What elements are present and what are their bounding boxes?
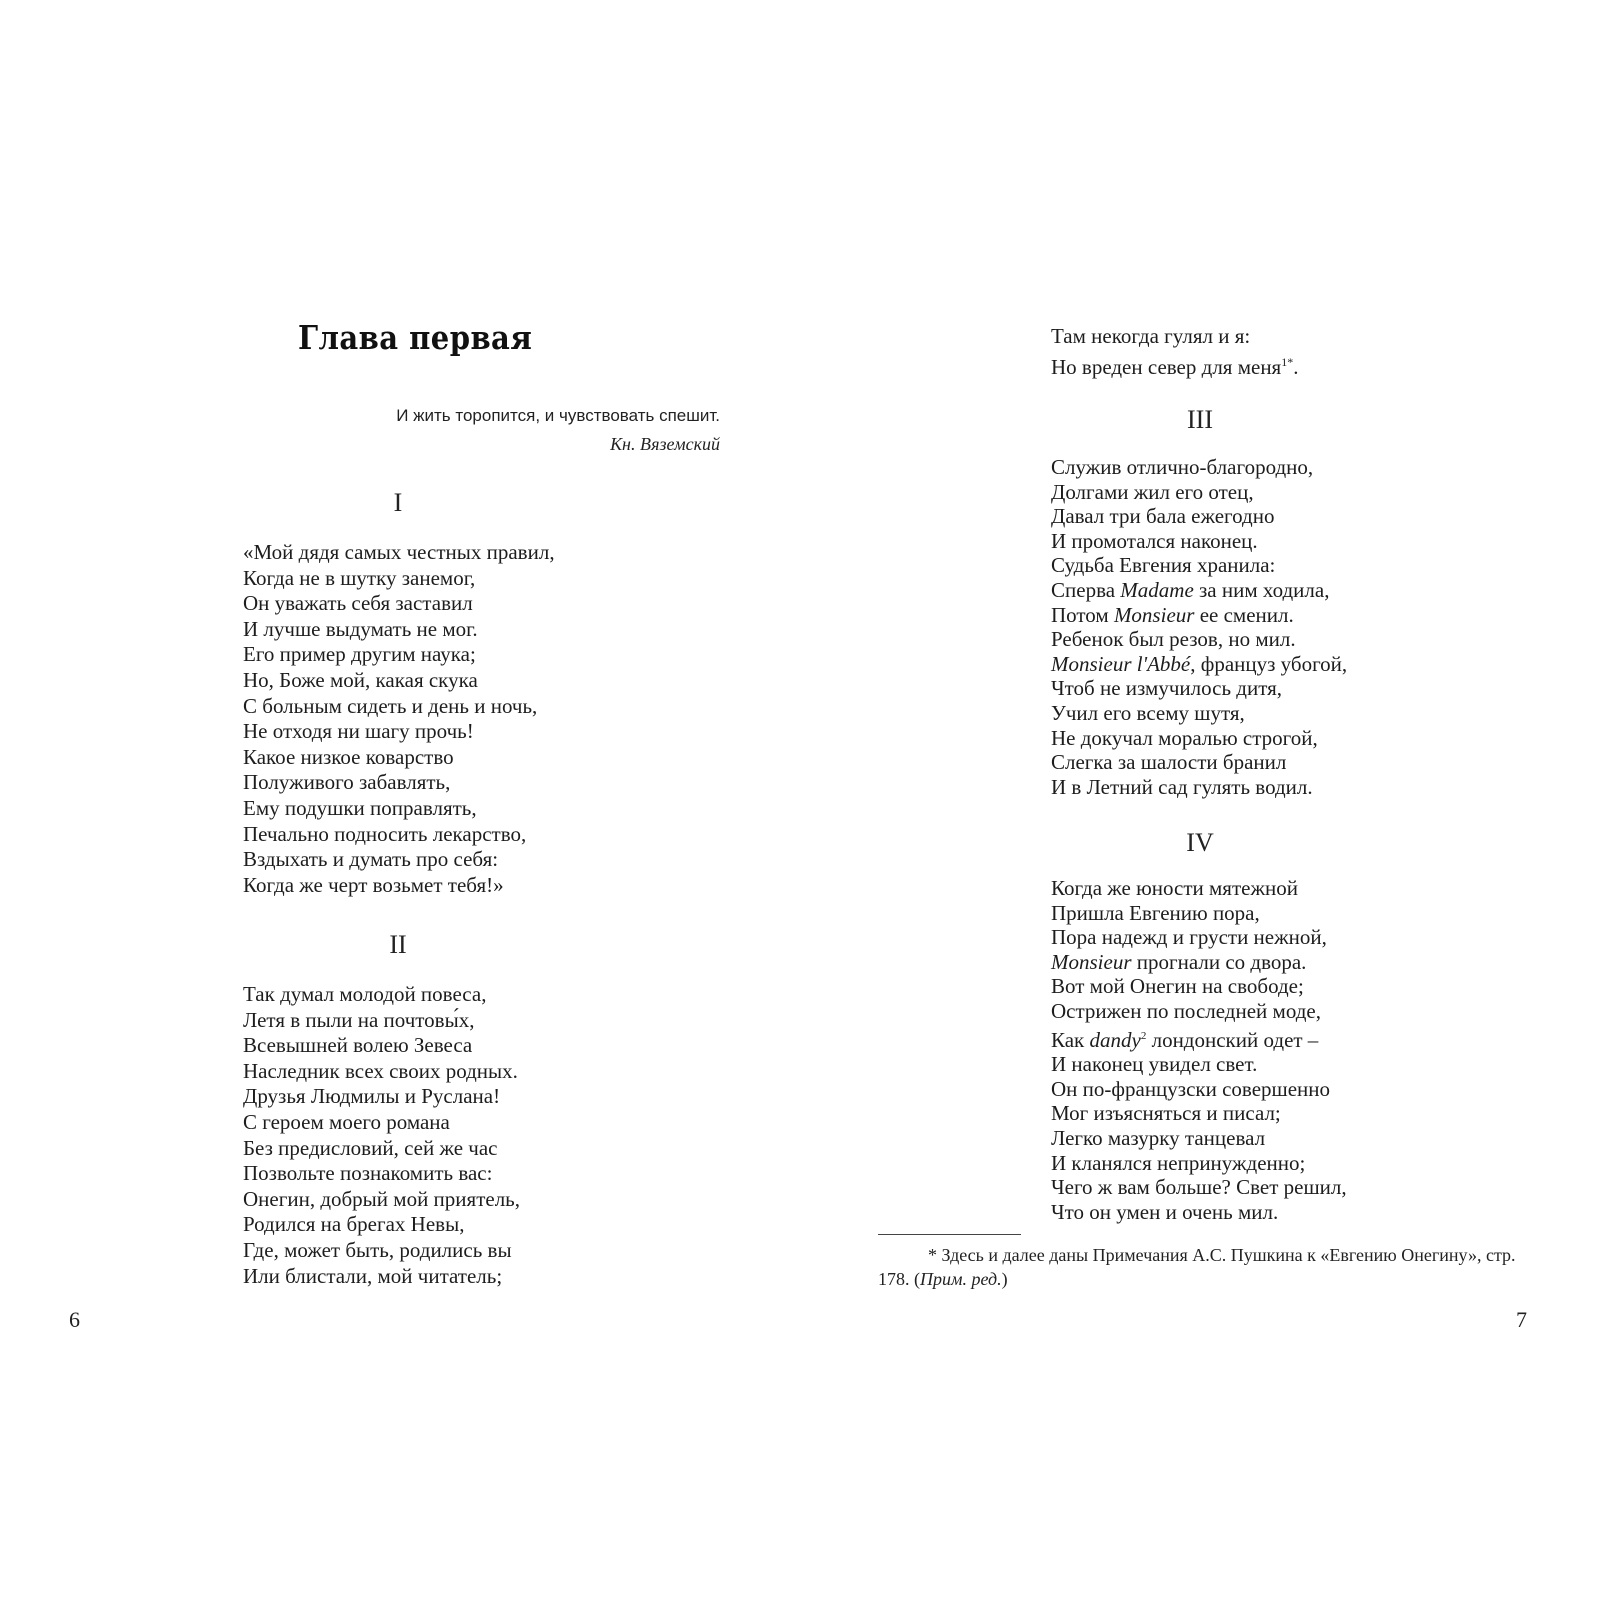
verse-line: Наследник всех своих родных.	[243, 1058, 518, 1083]
verse-line: Не докучал моралью строгой,	[1051, 725, 1318, 750]
stanza-2-continued	[1051, 324, 1298, 380]
verse-line: Его пример другим наука;	[243, 642, 476, 667]
epigraph-text: И жить торопится, и чувствовать спешит.	[396, 406, 720, 425]
verse-line	[1051, 950, 1347, 975]
footnote-text: * Здесь и далее даны Примечания А.С. Пушкина к «Евгению Онегину», стр. 178. (	[878, 1245, 1516, 1289]
verse-line: Он уважать себя заставил	[243, 591, 473, 616]
verse-line: Пришла Евгению пора,	[1051, 900, 1260, 925]
verse-line: И промотался наконец.	[1051, 528, 1258, 553]
verse-italic: dandy	[1089, 1027, 1141, 1052]
verse-line: Друзья Людмилы и Руслана!	[243, 1084, 501, 1109]
verse-text: .	[1293, 354, 1299, 379]
verse-line: Позвольте познакомить вас:	[243, 1161, 493, 1186]
verse-line: Вот мой Онегин на свободе;	[1051, 974, 1304, 999]
verse-line: «Мой дядя самых честных правил,	[243, 540, 555, 564]
verse-line: Долгами жил его отец,	[1051, 479, 1254, 504]
verse-line: Онегин, добрый мой приятель,	[243, 1186, 520, 1211]
verse-line: Судьба Евгения хранила:	[1051, 553, 1276, 578]
verse-line: Без предисловий, сей же час	[243, 1135, 498, 1160]
footnote	[878, 1243, 1528, 1291]
footnote-text-end: )	[1001, 1269, 1008, 1289]
verse-line: Учил его всему шутя,	[1051, 700, 1245, 725]
footnote-marker: 2	[1140, 1029, 1147, 1042]
page-number-right: 7	[1516, 1307, 1527, 1332]
verse-line: Легко мазурку танцевал	[1051, 1125, 1266, 1150]
verse-text: , француз убогой,	[1190, 651, 1348, 676]
verse-text: за ним ходила,	[1193, 577, 1330, 602]
verse-line: Слегка за шалости бранил	[1051, 750, 1287, 775]
verse-line: Так думал молодой повеса,	[243, 982, 487, 1006]
verse-line: Но, Боже мой, какая скука	[243, 667, 478, 692]
verse-text: Но вреден север для меня	[1051, 354, 1282, 379]
verse-line: Когда же юности мятежной	[1051, 876, 1298, 900]
verse-line: Там некогда гулял и я:	[1051, 324, 1251, 348]
verse-line: Давал три бала ежегодно	[1051, 504, 1275, 529]
verse-line: Что он умен и очень мил.	[1051, 1199, 1279, 1224]
verse-text: Потом	[1051, 602, 1114, 627]
chapter-title: Глава первая	[298, 318, 533, 357]
verse-line: Когда же черт возьмет тебя!»	[243, 872, 504, 897]
page-number-left: 6	[69, 1307, 80, 1332]
verse-italic: Monsieur	[1113, 602, 1195, 627]
verse-line: Острижен по последней моде,	[1051, 998, 1321, 1023]
verse-line	[1051, 652, 1347, 677]
verse-line: Какое низкое коварство	[243, 744, 454, 769]
verse-italic: Monsieur	[1051, 949, 1132, 974]
stanza-numeral-4: IV	[1186, 828, 1214, 857]
verse-line: Вздыхать и думать про себя:	[243, 847, 499, 872]
verse-line: И в Летний сад гулять водил.	[1051, 774, 1313, 799]
verse-text: Сперва	[1051, 577, 1121, 602]
verse-line: Летя в пыли на почтовы́х,	[243, 1007, 475, 1032]
stanza-2	[243, 982, 520, 1289]
verse-line: Пора надежд и грусти нежной,	[1051, 925, 1327, 950]
verse-line	[1051, 1024, 1347, 1053]
verse-line: Не отходя ни шагу прочь!	[243, 719, 474, 744]
verse-line: Когда не в шутку занемог,	[243, 565, 476, 590]
footnote-marker: 1*	[1281, 354, 1294, 369]
verse-italic: Monsieur l'Abbé	[1051, 651, 1191, 676]
verse-line: Всевышней волею Зевеса	[243, 1033, 473, 1058]
verse-text: лондонский одет –	[1146, 1027, 1319, 1052]
verse-line	[1051, 350, 1298, 381]
stanza-numeral-3: III	[1187, 405, 1213, 434]
verse-line: И кланялся непринужденно;	[1051, 1150, 1306, 1175]
verse-text: Как	[1051, 1027, 1090, 1052]
verse-line: Полуживого забавлять,	[243, 770, 451, 795]
footnote-rule	[878, 1234, 1021, 1235]
footnote-italic: Прим. ред.	[920, 1269, 1002, 1289]
verse-line: С больным сидеть и день и ночь,	[243, 693, 538, 718]
verse-line: Мог изъясняться и писал;	[1051, 1101, 1281, 1126]
verse-line: Ему подушки поправлять,	[243, 795, 477, 820]
verse-line: Чего ж вам больше? Свет решил,	[1051, 1175, 1347, 1200]
verse-line: Или блистали, мой читатель;	[243, 1263, 503, 1288]
verse-line: Печально подносить лекарство,	[243, 821, 527, 846]
verse-line	[1051, 578, 1347, 603]
stanza-numeral-1: I	[393, 488, 403, 517]
verse-italic: Madame	[1120, 577, 1194, 602]
verse-line: Чтоб не измучилось дитя,	[1051, 676, 1282, 701]
verse-line: Родился на брегах Невы,	[243, 1212, 465, 1237]
verse-line: И лучше выдумать не мог.	[243, 616, 478, 641]
epigraph	[300, 401, 720, 459]
right-page	[800, 0, 1600, 1600]
stanza-4	[1051, 876, 1347, 1224]
stanza-3	[1051, 455, 1347, 799]
stanza-1	[243, 540, 555, 898]
verse-line: Служив отлично-благородно,	[1051, 455, 1314, 479]
verse-line: Ребенок был резов, но мил.	[1051, 627, 1296, 652]
verse-line: Он по-французски совершенно	[1051, 1076, 1330, 1101]
verse-line	[1051, 603, 1347, 628]
verse-line: С героем моего романа	[243, 1109, 450, 1134]
verse-text: ее сменил.	[1194, 602, 1294, 627]
verse-text: прогнали со двора.	[1131, 949, 1307, 974]
verse-line: Где, может быть, родились вы	[243, 1237, 512, 1262]
epigraph-author: Кн. Вяземский	[610, 434, 720, 454]
stanza-numeral-2: II	[389, 930, 407, 959]
verse-line: И наконец увидел свет.	[1051, 1052, 1258, 1077]
